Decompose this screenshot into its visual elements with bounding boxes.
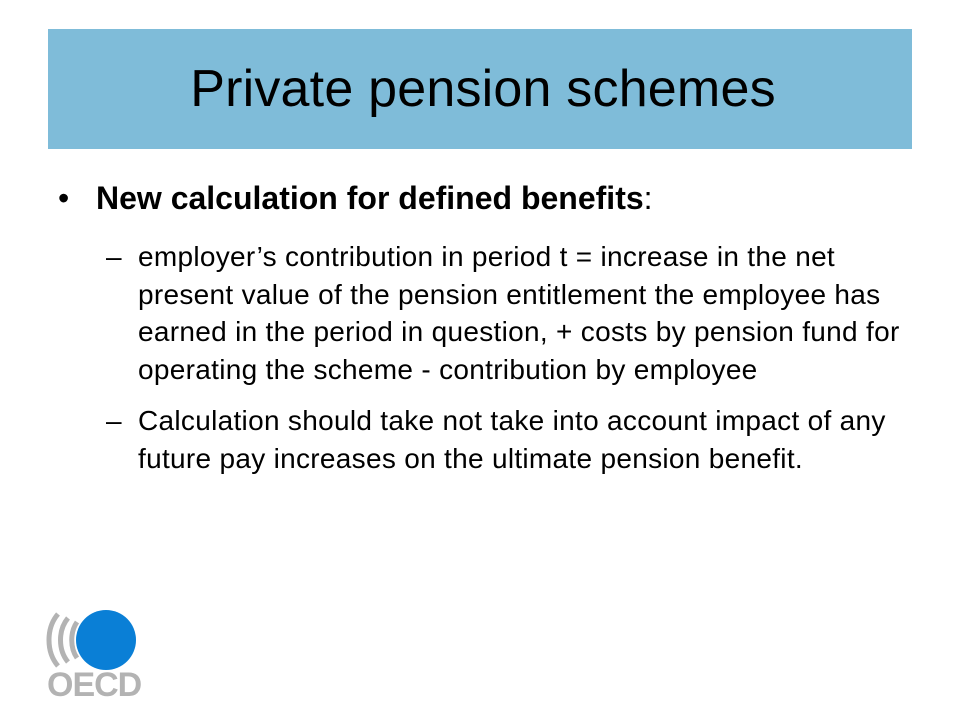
- oecd-logo-text: OECD: [47, 666, 142, 704]
- oecd-logo-arc-middle: [61, 618, 69, 662]
- bullet-heading-suffix: :: [643, 180, 653, 216]
- sub-item-contribution: [106, 238, 928, 388]
- slide-title: Private pension schemes: [190, 60, 776, 118]
- bullet-heading: New calculation for defined benefits: [96, 180, 644, 216]
- sub-item-dash: –: [106, 405, 122, 436]
- oecd-logo-circle: [76, 610, 136, 670]
- oecd-logo-arc-outer: [49, 614, 58, 666]
- sub-item-calculation: [106, 402, 928, 477]
- sub-item-text: employer’s contribution in period t = increase in the net present value of the pension entitlement the employee has earned in the period in question, + costs by pension fund for operating the scheme - contribution by employee: [138, 241, 900, 385]
- bullet-item: [58, 176, 928, 220]
- sub-item-text: Calculation should take not take into account impact of any future pay increases on the ultimate pension benefit.: [138, 405, 886, 474]
- bullet-marker: •: [58, 180, 70, 216]
- bullet-text: [96, 176, 653, 220]
- slide-content: [58, 176, 928, 477]
- sub-item-dash: –: [106, 241, 122, 272]
- title-bar: [48, 29, 912, 149]
